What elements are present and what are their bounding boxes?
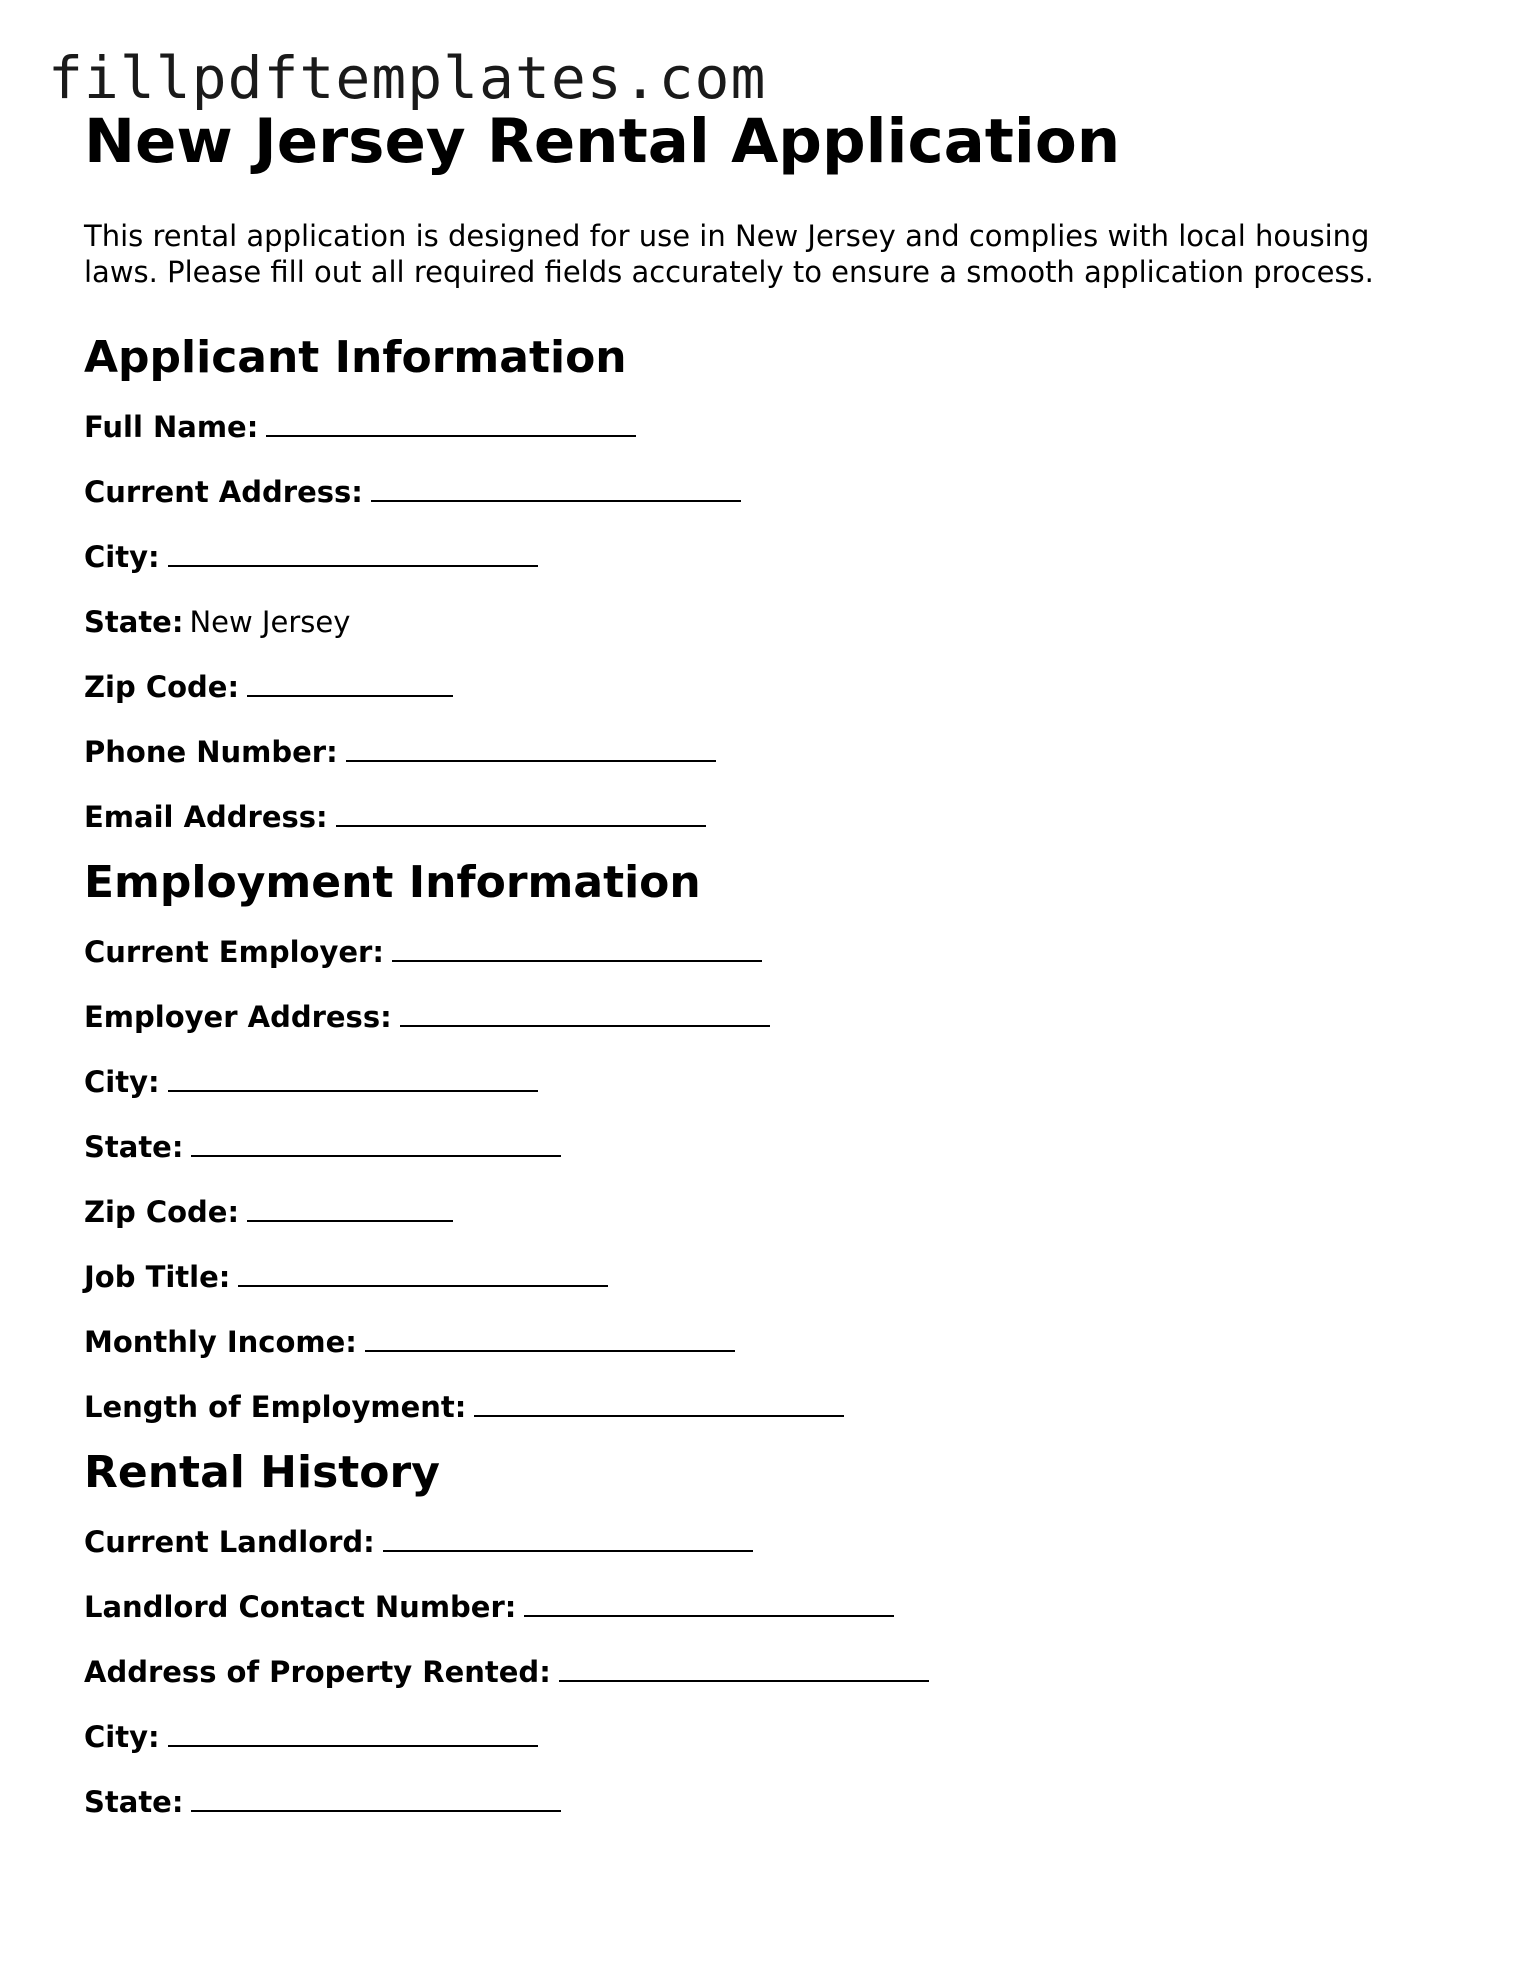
- state-value: New Jersey: [189, 605, 351, 639]
- field-row-employer-address: [84, 999, 1464, 1035]
- field-row-current-landlord: [84, 1524, 1464, 1560]
- field-label: State:: [84, 1130, 184, 1164]
- field-label: Landlord Contact Number:: [84, 1590, 517, 1624]
- field-label: Address of Property Rented:: [84, 1655, 551, 1689]
- field-label: Current Employer:: [84, 935, 384, 969]
- field-label: Current Landlord:: [84, 1525, 375, 1559]
- field-row-rental-state: [84, 1784, 1464, 1820]
- field-label: Current Address:: [84, 475, 363, 509]
- city-blank[interactable]: [168, 541, 538, 567]
- field-row-current-employer: [84, 934, 1464, 970]
- rental-city-blank[interactable]: [168, 1721, 538, 1747]
- field-row-current-address: [84, 474, 1464, 510]
- employer-city-blank[interactable]: [168, 1066, 538, 1092]
- employer-zip-code-blank[interactable]: [247, 1196, 453, 1222]
- field-label: Full Name:: [84, 410, 259, 444]
- rental-history-fields: [84, 1524, 1464, 1820]
- field-label: Zip Code:: [84, 1195, 240, 1229]
- section-heading-rental-history: Rental History: [84, 1447, 440, 1498]
- field-label: Email Address:: [84, 800, 328, 834]
- field-row-state: [84, 604, 1464, 640]
- field-row-address-of-property-rented: [84, 1654, 1464, 1690]
- field-row-phone-number: [84, 734, 1464, 770]
- field-label: Job Title:: [84, 1260, 231, 1294]
- section-heading-applicant: Applicant Information: [84, 332, 627, 383]
- field-row-monthly-income: [84, 1324, 1464, 1360]
- address-of-property-rented-blank[interactable]: [559, 1656, 929, 1682]
- current-address-blank[interactable]: [371, 476, 741, 502]
- intro-paragraph: This rental application is designed for use in New Jersey and complies with local housing laws. Please fill out all required fields accurately to ensure a smooth application process.: [84, 219, 1374, 289]
- employment-fields: [84, 934, 1464, 1425]
- applicant-fields: [84, 409, 1464, 835]
- field-row-city: [84, 539, 1464, 575]
- field-row-length-of-employment: [84, 1389, 1464, 1425]
- employer-address-blank[interactable]: [400, 1001, 770, 1027]
- field-row-full-name: [84, 409, 1464, 445]
- phone-number-blank[interactable]: [346, 736, 716, 762]
- employer-state-blank[interactable]: [191, 1131, 561, 1157]
- document-body: [84, 104, 1464, 1820]
- field-label: State:: [84, 1785, 184, 1819]
- field-label: City:: [84, 1720, 160, 1754]
- field-row-rental-city: [84, 1719, 1464, 1755]
- monthly-income-blank[interactable]: [365, 1326, 735, 1352]
- email-address-blank[interactable]: [336, 801, 706, 827]
- watermark: fillpdftemplates.com: [48, 44, 767, 112]
- field-row-job-title: [84, 1259, 1464, 1295]
- field-label: Length of Employment:: [84, 1390, 467, 1424]
- section-heading-employment: Employment Information: [84, 857, 701, 908]
- field-row-email-address: [84, 799, 1464, 835]
- rental-state-blank[interactable]: [191, 1786, 561, 1812]
- length-of-employment-blank[interactable]: [474, 1391, 844, 1417]
- field-row-employer-state: [84, 1129, 1464, 1165]
- landlord-contact-number-blank[interactable]: [524, 1591, 894, 1617]
- current-employer-blank[interactable]: [392, 936, 762, 962]
- field-label: Monthly Income:: [84, 1325, 357, 1359]
- field-label: Employer Address:: [84, 1000, 392, 1034]
- job-title-blank[interactable]: [238, 1261, 608, 1287]
- zip-code-blank[interactable]: [247, 671, 453, 697]
- page-title: New Jersey Rental Application: [84, 106, 1121, 177]
- field-label: City:: [84, 540, 160, 574]
- field-label: City:: [84, 1065, 160, 1099]
- full-name-blank[interactable]: [266, 411, 636, 437]
- field-row-employer-city: [84, 1064, 1464, 1100]
- field-label: Phone Number:: [84, 735, 338, 769]
- field-label: State:: [84, 605, 184, 639]
- current-landlord-blank[interactable]: [383, 1526, 753, 1552]
- field-label: Zip Code:: [84, 670, 240, 704]
- field-row-employer-zip-code: [84, 1194, 1464, 1230]
- field-row-zip-code: [84, 669, 1464, 705]
- field-row-landlord-contact-number: [84, 1589, 1464, 1625]
